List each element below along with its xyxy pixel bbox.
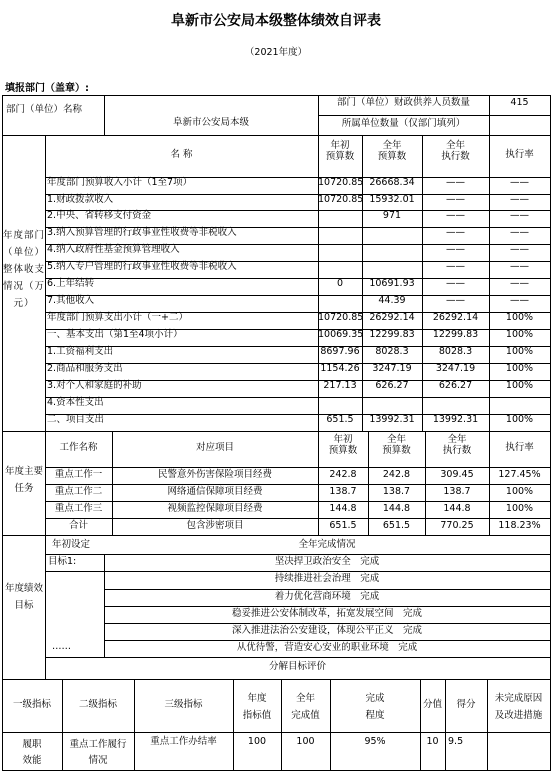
goal-item: 持续推进社会治理 完成: [274, 573, 380, 584]
eval-col-full: 全年 完成值: [291, 693, 320, 721]
budget-row-rate: ——: [510, 194, 529, 205]
eval-row-weight: 10: [426, 736, 439, 747]
budget-row-exec: ——: [446, 227, 465, 238]
budget-row-rate: ——: [510, 295, 529, 306]
task-row-name: 重点工作一: [54, 469, 103, 480]
budget-row-plan: 651.5: [326, 414, 354, 425]
budget-row-name: 7.其他收入: [47, 295, 95, 306]
budget-col-full: 全年 预算数: [377, 140, 407, 162]
budget-row-rate: 100%: [505, 346, 534, 357]
budget-row-name: 5.纳入专户管理的行政事业性收费等非税收入: [47, 261, 237, 272]
budget-row-plan: 10720.85: [318, 312, 364, 323]
eval-col-weight: 分值: [422, 699, 442, 710]
budget-row-rate: ——: [510, 227, 529, 238]
task-row-name: 合计: [68, 520, 88, 531]
eval-col-target: 年度 指标值: [242, 693, 272, 721]
budget-row-full: 15932.01: [369, 194, 415, 205]
eval-row-l3: 重点工作办结率: [150, 736, 217, 747]
task-row-rate: 100%: [505, 503, 534, 514]
staff-count-value: 415: [510, 97, 529, 108]
budget-row-plan: 217.13: [323, 380, 357, 391]
budget-row-name: 6.上年结转: [47, 278, 95, 289]
budget-row-exec: 3247.19: [435, 363, 476, 374]
tasks-col-name: 工作名称: [59, 442, 98, 453]
budget-row-rate: 100%: [505, 363, 534, 374]
budget-row-full: 10691.93: [369, 278, 415, 289]
budget-row-exec: 8028.3: [438, 346, 473, 357]
task-row-project: 包含涉密项目: [186, 520, 244, 531]
task-row-exec: 144.8: [443, 503, 471, 514]
eval-row-l2: 重点工作履行 情况: [69, 739, 127, 766]
eval-row-score: 9.5: [448, 736, 464, 747]
task-row-project: 民警意外伤害保险项目经费: [157, 469, 272, 480]
tasks-side-label: 年度主要任务: [5, 466, 44, 494]
budget-row-name: 1.工资福利支出: [47, 346, 114, 357]
budget-row-name: 年度部门预算支出小计（一+二）: [47, 312, 188, 323]
budget-row-name: 4.纳入政府性基金预算管理收入: [47, 244, 180, 255]
task-row-exec: 309.45: [440, 469, 474, 480]
budget-row-rate: ——: [510, 244, 529, 255]
budget-row-full: 626.27: [375, 380, 409, 391]
eval-title: 分解目标评价: [268, 661, 326, 672]
budget-row-exec: 13992.31: [432, 414, 479, 425]
task-row-full: 144.8: [382, 503, 411, 514]
budget-row-plan: 10069.35: [318, 329, 364, 340]
budget-row-name: 2.中央、省转移支付资金: [47, 210, 152, 221]
budget-row-full: 44.39: [378, 295, 406, 306]
task-row-full: 651.5: [382, 520, 411, 531]
fiscal-year: （2021年度）: [244, 47, 308, 58]
goal-item: 着力优化营商环境 完成: [274, 591, 380, 602]
tasks-col-full: 全年 预算数: [382, 434, 411, 456]
sub-units-label: 所属单位数量（仅部门填列）: [341, 118, 466, 129]
budget-row-full: 3247.19: [372, 363, 412, 374]
goals-side-label: 年度绩效目标: [5, 583, 44, 611]
budget-row-full: 8028.3: [375, 346, 409, 357]
budget-row-full: 26668.34: [369, 177, 415, 188]
goal-item: 坚决捍卫政治安全 完成: [274, 556, 380, 567]
budget-col-plan: 年初 预算数: [325, 140, 355, 162]
budget-row-name: 二、项目支出: [47, 414, 105, 425]
budget-row-plan: 0: [336, 278, 344, 289]
task-row-plan: 651.5: [329, 520, 357, 531]
budget-row-plan: 10720.85: [318, 194, 364, 205]
unit-name-value: 阜新市公安局本级: [172, 117, 249, 128]
task-row-exec: 770.25: [440, 520, 474, 531]
budget-row-exec: ——: [446, 278, 465, 289]
eval-col-l1: 一级指标: [12, 699, 51, 710]
budget-col-name: 名 称: [170, 149, 193, 160]
goal-ellipsis: ……: [52, 641, 71, 652]
task-row-name: 重点工作三: [54, 503, 103, 514]
eval-col-degree: 完成 程度: [365, 693, 385, 721]
task-row-exec: 138.7: [443, 486, 471, 497]
budget-row-plan: 10720.85: [318, 177, 364, 188]
eval-row-degree: 95%: [364, 736, 386, 747]
eval-col-l3: 三级指标: [164, 699, 203, 710]
task-row-rate: 118.23%: [498, 520, 541, 531]
tasks-col-rate: 执行率: [505, 442, 534, 453]
budget-row-rate: ——: [510, 177, 529, 188]
eval-row-full: 100: [296, 736, 315, 747]
task-row-name: 重点工作二: [54, 486, 103, 497]
task-row-project: 网络通信保障项目经费: [167, 486, 263, 497]
eval-col-reason: 未完成原因 及改进措施: [494, 693, 543, 721]
staff-count-label: 部门（单位）财政供养人员数量: [336, 97, 470, 108]
budget-row-name: 1.财政拨款收入: [47, 194, 114, 205]
goals-col-initial: 年初设定: [52, 539, 91, 550]
goal-item: 稳妥推进公安体制改革，拓宽发展空间 完成: [231, 608, 422, 619]
budget-row-rate: 100%: [505, 414, 534, 425]
goal-target-label: 目标1:: [48, 556, 77, 567]
budget-row-exec: 626.27: [438, 380, 473, 391]
budget-row-name: 3.对个人和家庭的补助: [47, 380, 142, 391]
budget-row-exec: ——: [446, 210, 465, 221]
budget-row-name: 一、基本支出（第1至4项小计）: [47, 329, 183, 340]
budget-row-full: 26292.14: [369, 312, 415, 323]
goal-item: 从优待警，营造安心安业的职业环境 完成: [236, 642, 418, 653]
eval-row-target: 100: [247, 736, 267, 747]
budget-row-name: 4.资本性支出: [47, 397, 104, 408]
eval-col-l2: 二级指标: [78, 699, 117, 710]
budget-row-name: 年度部门预算收入小计（1至7项）: [47, 177, 193, 188]
page-title: 阜新市公安局本级整体绩效自评表: [171, 13, 381, 29]
budget-row-exec: 26292.14: [432, 312, 479, 323]
budget-row-exec: ——: [446, 194, 465, 205]
goals-col-complete: 全年完成情况: [298, 539, 356, 550]
department-label: 填报部门（盖章）:: [5, 83, 89, 94]
budget-row-exec: ——: [446, 261, 465, 272]
budget-row-rate: 100%: [505, 380, 534, 391]
goal-item: 深入推进法治公安建设，体现公平正义 完成: [231, 625, 422, 636]
budget-row-exec: ——: [446, 295, 465, 306]
eval-col-score: 得分: [456, 699, 476, 710]
budget-row-rate: 100%: [505, 312, 534, 323]
budget-row-plan: 1154.26: [320, 363, 360, 374]
tasks-col-plan: 年初 预算数: [328, 434, 358, 456]
budget-col-rate: 执行率: [505, 149, 534, 160]
task-row-full: 242.8: [382, 469, 411, 480]
budget-row-rate: ——: [510, 278, 529, 289]
task-row-plan: 144.8: [329, 503, 357, 514]
budget-row-exec: ——: [446, 244, 465, 255]
unit-name-label: 部门（单位）名称: [6, 104, 83, 115]
tasks-col-project: 对应项目: [195, 442, 234, 453]
budget-col-exec: 全年 执行数: [441, 140, 470, 162]
budget-row-exec: 12299.83: [432, 329, 479, 340]
budget-row-rate: ——: [510, 210, 529, 221]
budget-row-rate: ——: [510, 261, 529, 272]
task-row-rate: 100%: [505, 486, 534, 497]
task-row-project: 视频监控保障项目经费: [167, 503, 263, 514]
budget-row-name: 2.商品和服务支出: [47, 363, 123, 374]
budget-row-rate: 100%: [505, 329, 534, 340]
budget-row-plan: 8697.96: [320, 346, 360, 357]
tasks-col-exec: 全年 执行数: [442, 434, 472, 456]
eval-row-l1: 履职 效能: [22, 739, 42, 766]
task-row-rate: 127.45%: [498, 469, 541, 480]
budget-row-full: 12299.83: [369, 329, 415, 340]
budget-row-full: 13992.31: [369, 414, 415, 425]
task-row-plan: 242.8: [329, 469, 357, 480]
budget-row-name: 3.纳入预算管理的行政事业性收费等非税收入: [47, 227, 237, 238]
budget-row-exec: ——: [446, 177, 465, 188]
task-row-full: 138.7: [382, 486, 411, 497]
task-row-plan: 138.7: [329, 486, 357, 497]
budget-side-label: 年度部门（单位）整体收支情况（万元）: [3, 230, 46, 309]
budget-row-full: 971: [382, 210, 402, 221]
